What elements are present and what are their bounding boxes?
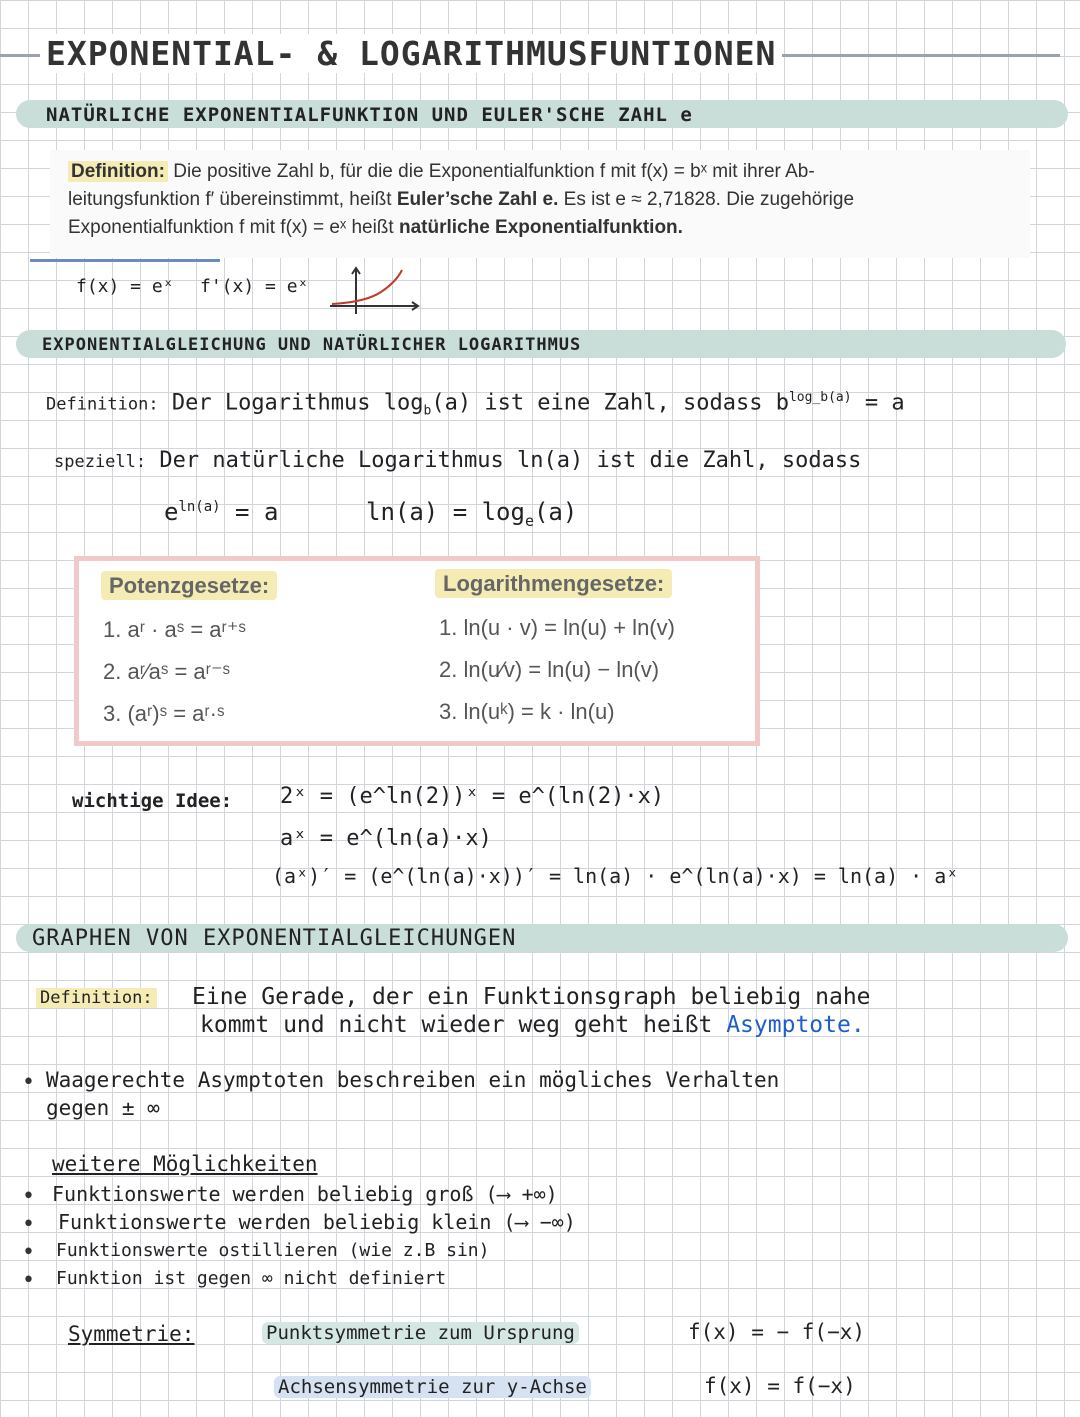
eq1-sup: ln(a): [178, 499, 221, 515]
exp-sketch-icon: [326, 264, 426, 318]
bullet-dot: •: [22, 1184, 35, 1209]
more-item-2: Funktionswerte werden beliebig klein (⟶ −∞): [58, 1210, 576, 1234]
bullet-asymptote-line-2: gegen ± ∞: [46, 1096, 160, 1120]
eq2-sub: e: [524, 511, 534, 530]
spez-label: speziell:: [54, 452, 147, 472]
eq-ln-loge: [366, 498, 577, 530]
asym-def-label-text: Definition:: [36, 988, 157, 1008]
log-def-sup: log_b(a): [788, 390, 852, 405]
potenz-law-2: 2. aʳ⁄aˢ = aʳ⁻ˢ: [103, 659, 231, 684]
log-law-3: 3. ln(uᵏ) = k · ln(u): [439, 699, 615, 724]
bullet-dot: •: [22, 1070, 35, 1095]
asym-def-line-2: [200, 1012, 865, 1038]
definition-text-3: Exponentialfunktion f mit f(x) = eˣ heißt: [68, 217, 399, 238]
page-title: EXPONENTIAL- & LOGARITHMUSFUNTIONEN: [40, 34, 782, 73]
definition-line-2: [68, 186, 1012, 214]
potenz-heading: Potenzgesetze:: [101, 571, 277, 600]
symmetry-label: Symmetrie:: [68, 1322, 195, 1346]
eq-e-ln: [164, 498, 278, 526]
euler-value: Es ist e ≈ 2,71828. Die zugehörige: [558, 189, 855, 210]
log-def-text2: (a) ist eine Zahl, sodass b: [431, 390, 789, 416]
eq1-base: e: [164, 498, 179, 526]
f-note: f(x) = eˣ: [76, 276, 174, 297]
log-heading: Logarithmengesetze:: [435, 569, 672, 598]
potenz-law-1: 1. aʳ · aˢ = aʳ⁺ˢ: [103, 617, 246, 642]
idea-line-3: (aˣ)′ = (e^(ln(a)·x))′ = ln(a) · e^(ln(a)·x) = ln(a) · aˣ: [272, 864, 959, 888]
log-def-end: = a: [851, 390, 905, 416]
potenz-law-3: 3. (aʳ)ˢ = aʳ·ˢ: [103, 701, 225, 726]
more-item-4: Funktion ist gegen ∞ nicht definiert: [56, 1268, 447, 1289]
log-def-label: Definition:: [46, 394, 159, 415]
natural-exp-term: natürliche Exponentialfunktion.: [398, 217, 683, 238]
section-heading-exponential: NATÜRLICHE EXPONENTIALFUNKTION UND EULER'SCHE ZAHL e: [46, 104, 693, 126]
eq1-rest: = a: [220, 498, 279, 526]
symmetry-point: [262, 1322, 579, 1344]
section-heading-graphs: GRAPHEN VON EXPONENTIALGLEICHUNGEN: [32, 926, 517, 951]
log-law-1: 1. ln(u · v) = ln(u) + ln(v): [439, 615, 675, 640]
symmetry-axis-eq: f(x) = f(−x): [704, 1374, 856, 1398]
fprime-note: f'(x) = eˣ: [200, 276, 309, 297]
spez-text: Der natürliche Logarithmus ln(a) ist die Zahl, sodass: [159, 448, 862, 473]
idea-line-1: 2ˣ = (e^ln(2))ˣ = e^(ln(2)·x): [280, 784, 665, 809]
ln-definition: [54, 448, 861, 473]
bullet-dot: •: [22, 1240, 35, 1265]
definition-line-1: [68, 158, 1012, 186]
definition-line-3: [68, 214, 1012, 242]
symmetry-point-eq: f(x) = − f(−x): [688, 1320, 866, 1344]
asym-def-line-1: Eine Gerade, der ein Funktionsgraph beliebig nahe: [192, 984, 871, 1010]
euler-term: Euler’sche Zahl e.: [396, 189, 559, 210]
idea-line-2: aˣ = e^(ln(a)·x): [280, 826, 492, 851]
more-item-1: Funktionswerte werden beliebig groß (⟶ +∞): [52, 1182, 558, 1206]
log-def-sub: b: [423, 403, 432, 419]
bullet-asymptote-line-1: Waagerechte Asymptoten beschreiben ein mögliches Verhalten: [46, 1068, 780, 1092]
idea-label: wichtige Idee:: [72, 790, 233, 812]
asymptote-term: Asymptote.: [726, 1012, 865, 1038]
symmetry-axis: [274, 1376, 591, 1398]
log-definition: [46, 390, 905, 419]
definition-text-1: Die positive Zahl b, für die die Exponentialfunktion f mit f(x) = bˣ mit ihrer Ab-: [173, 161, 815, 182]
symmetry-point-text: Punktsymmetrie zum Ursprung: [262, 1322, 579, 1344]
symmetry-axis-text: Achsensymmetrie zur y-Achse: [274, 1376, 591, 1398]
eq2-text: ln(a) = log: [366, 498, 525, 526]
eq2-end: (a): [533, 498, 578, 526]
definition-label: Definition:: [68, 161, 168, 182]
definition-box-euler: [50, 150, 1030, 258]
blue-underline: [30, 259, 220, 262]
bullet-dot: •: [22, 1212, 35, 1237]
asym-def-label: [36, 988, 157, 1008]
laws-box: [74, 556, 760, 746]
log-def-text: Der Logarithmus log: [171, 390, 424, 416]
bullet-dot: •: [22, 1268, 35, 1293]
section-heading-logarithm: EXPONENTIALGLEICHUNG UND NATÜRLICHER LOGARITHMUS: [42, 335, 582, 355]
more-item-3: Funktionswerte ostillieren (wie z.B sin): [56, 1240, 490, 1261]
asym-def-text: kommt und nicht wieder weg geht heißt: [200, 1012, 727, 1038]
more-heading: weitere Möglichkeiten: [52, 1152, 318, 1176]
definition-text-2: leitungsfunktion f′ übereinstimmt, heißt: [68, 189, 397, 210]
log-law-2: 2. ln(u⁄v) = ln(u) − ln(v): [439, 657, 660, 682]
